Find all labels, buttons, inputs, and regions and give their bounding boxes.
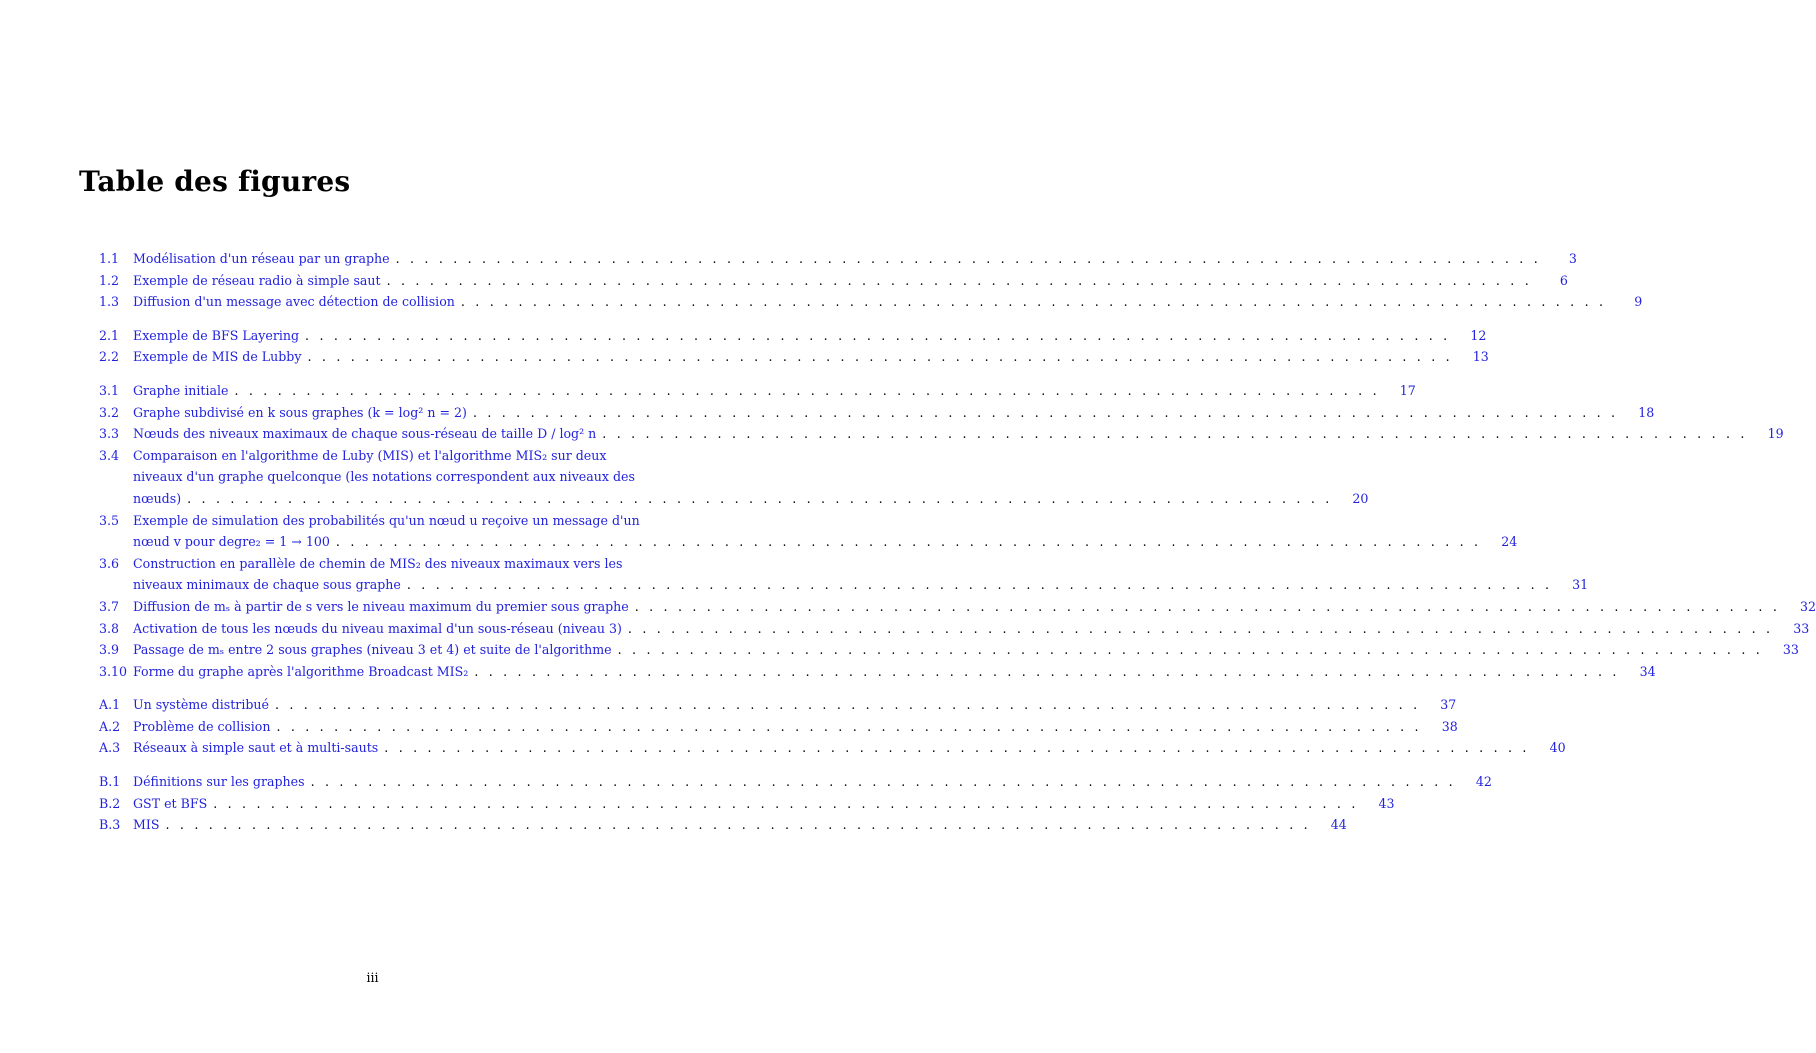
figure-number: B.2 [99, 795, 121, 811]
page-title: Table des figures [79, 165, 351, 198]
figure-entry[interactable] [99, 661, 1656, 683]
figure-caption: Passage de mₛ entre 2 sous graphes (niveau 3 et 4) et suite de l'algorithme [133, 642, 612, 658]
figure-number: 2.1 [99, 327, 120, 343]
figure-number: 3.9 [99, 642, 120, 658]
figure-number: 1.1 [99, 251, 120, 266]
figure-caption: Exemple de réseau radio à simple saut [133, 272, 381, 288]
figure-caption: Définitions sur les graphes [133, 774, 305, 790]
page-number: 9 [1634, 294, 1643, 310]
figure-caption: Problème de collision [133, 718, 271, 734]
figure-entry[interactable] [99, 814, 1347, 836]
figure-number: 3.10 [99, 663, 128, 679]
figure-number: B.3 [99, 817, 121, 833]
figure-caption: Exemple de BFS Layering [133, 327, 300, 343]
figure-caption: Nœuds des niveaux maximaux de chaque sous-réseau de taille D / log² n [133, 426, 597, 442]
figure-caption: MIS [133, 817, 160, 833]
figure-entry[interactable] [99, 270, 1568, 292]
figure-caption: Un système distribué [133, 697, 269, 713]
page-number: 33 [1782, 642, 1799, 658]
page-number: 31 [1572, 577, 1589, 593]
figure-number: A.2 [99, 718, 121, 734]
figure-entry[interactable] [99, 248, 1577, 270]
figure-number: 3.1 [99, 382, 120, 398]
figure-caption: Diffusion de mₛ à partir de s vers le niveau maximum du premier sous graphe [133, 598, 629, 614]
page-number: 33 [1793, 620, 1810, 636]
figure-number: 3.3 [99, 426, 120, 442]
page-number: 43 [1378, 795, 1395, 811]
page-number: 24 [1501, 534, 1518, 550]
figure-entry[interactable] [99, 771, 1492, 793]
figure-number: B.1 [99, 774, 121, 790]
figure-caption: Activation de tous les nœuds du niveau maximal d'un sous-réseau (niveau 3) [133, 620, 622, 636]
page-number: 12 [1470, 327, 1487, 343]
figure-entry[interactable] [99, 596, 1816, 618]
figure-entry[interactable] [99, 553, 1589, 596]
page-footer-number: iii [366, 970, 379, 985]
figure-entry[interactable] [99, 291, 1643, 313]
page-number: 44 [1330, 817, 1347, 833]
figure-number: A.1 [99, 697, 121, 713]
figure-caption: Forme du graphe après l'algorithme Broadcast MIS₂ [133, 663, 469, 679]
figure-caption-line: Comparaison en l'algorithme de Luby (MIS) et l'algorithme MIS₂ sur deux [133, 447, 607, 463]
figure-entry[interactable] [99, 737, 1566, 759]
figure-caption-line: niveaux d'un graphe quelconque (les notations correspondent aux niveaux des [133, 469, 635, 485]
figure-number: 3.4 [99, 447, 120, 463]
page-number: 34 [1639, 663, 1656, 679]
page-number: 3 [1568, 251, 1577, 266]
figure-number: 3.8 [99, 620, 120, 636]
figure-number: 3.6 [99, 555, 120, 571]
page-number: 20 [1352, 490, 1369, 506]
figure-caption: Modélisation d'un réseau par un graphe [133, 251, 390, 266]
figure-entry[interactable] [99, 325, 1487, 347]
page-number: 37 [1440, 697, 1457, 713]
page-number: 18 [1638, 404, 1655, 420]
figure-number: 1.2 [99, 272, 120, 288]
figure-caption-line: Exemple de simulation des probabilités qu'un nœud u reçoive un message d'un [133, 512, 640, 528]
figure-entry[interactable] [99, 716, 1458, 738]
figure-entry[interactable] [99, 402, 1655, 424]
figure-entry[interactable] [99, 639, 1799, 661]
figure-number: 3.7 [99, 598, 120, 614]
figure-caption: Graphe subdivisé en k sous graphes (k = log² n = 2) [133, 404, 467, 420]
page-number: 32 [1800, 598, 1816, 614]
figure-entry[interactable] [99, 618, 1810, 640]
chapter-3-group [99, 380, 1816, 682]
figure-caption: Exemple de MIS de Lubby [133, 349, 302, 365]
page-number: 17 [1399, 382, 1416, 398]
appendix-a-group [99, 694, 1566, 759]
figure-caption: Graphe initiale [133, 382, 229, 398]
chapter-1-group [99, 248, 1643, 313]
figure-number: 2.2 [99, 349, 120, 365]
figure-entry[interactable] [99, 423, 1784, 445]
figure-caption: Diffusion d'un message avec détection de collision [133, 294, 455, 310]
figure-entry[interactable] [99, 346, 1489, 368]
figure-number: A.3 [99, 740, 121, 756]
figure-entry[interactable] [99, 793, 1395, 815]
figure-caption: nœud v pour degre₂ = 1 → 100 [133, 534, 330, 550]
page-number: 6 [1559, 272, 1568, 288]
figure-number: 3.2 [99, 404, 120, 420]
figure-caption: nœuds) [133, 490, 182, 506]
figure-entry[interactable] [99, 380, 1416, 402]
appendix-b-group [99, 771, 1492, 836]
chapter-2-group [99, 325, 1489, 368]
page-number: 42 [1475, 774, 1492, 790]
figure-caption: Réseaux à simple saut et à multi-sauts [133, 740, 379, 756]
figure-caption: GST et BFS [133, 795, 208, 811]
figure-entry[interactable] [99, 510, 1518, 553]
page-number: 19 [1767, 426, 1784, 442]
page-number: 13 [1472, 349, 1489, 365]
figure-number: 3.5 [99, 512, 120, 528]
figure-caption-line: Construction en parallèle de chemin de MIS₂ des niveaux maximaux vers les [133, 555, 623, 571]
list-of-figures [99, 248, 1816, 848]
page-number: 38 [1441, 718, 1458, 734]
figure-entry[interactable] [99, 445, 1369, 510]
figure-number: 1.3 [99, 294, 120, 310]
page-number: 40 [1549, 740, 1566, 756]
figure-caption: niveaux minimaux de chaque sous graphe [133, 577, 401, 593]
figure-entry[interactable] [99, 694, 1457, 716]
